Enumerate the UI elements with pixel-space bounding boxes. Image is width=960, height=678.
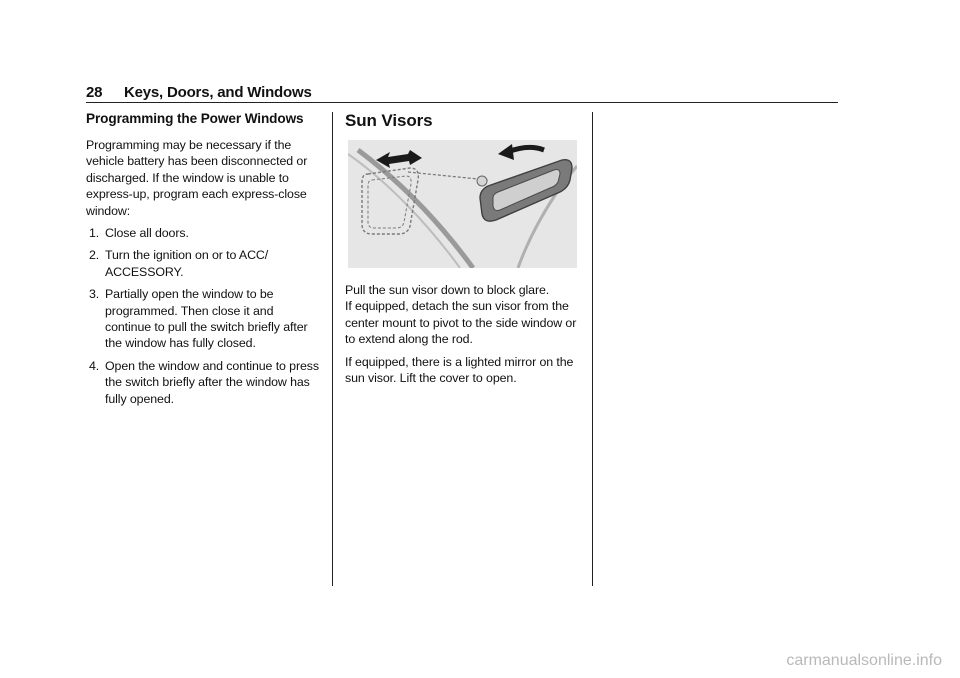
sun-visor-illustration: [348, 140, 577, 268]
chapter-title: Keys, Doors, and Windows: [124, 84, 312, 101]
step-number: 2.: [89, 248, 100, 263]
sun-visor-drawing: [348, 140, 577, 268]
sun-visor-paragraph-2: If equipped, there is a lighted mirror on the sun visor. Lift the cover to open.: [345, 354, 574, 386]
section-heading-sun-visors: Sun Visors: [345, 111, 433, 130]
step-text: Open the window and continue to press the switch briefly after the window has fully opened.: [105, 358, 319, 406]
step-text: Turn the ignition on or to ACC/ ACCESSORY.: [105, 248, 269, 279]
step-item: [89, 225, 322, 241]
page-number: 28: [86, 84, 103, 101]
step-item: [89, 247, 322, 280]
step-number: 1.: [89, 226, 100, 241]
page-header: [86, 84, 838, 101]
column-sun-visors: [345, 111, 577, 392]
intro-paragraph: Programming may be necessary if the vehicle battery has been disconnected or discharged. If the window is unable to express-up, program each express-close window:: [86, 138, 308, 218]
column-divider-right: [592, 112, 593, 586]
sun-visor-paragraph-1b: If equipped, detach the sun visor from the center mount to pivot to the side window or to extend along the rod.: [345, 299, 577, 347]
step-item: [89, 358, 322, 407]
column-divider-left: [332, 112, 333, 586]
section-heading-programming: Programming the Power Windows: [86, 111, 304, 126]
step-text: Close all doors.: [105, 226, 189, 241]
step-number: 3.: [89, 287, 100, 302]
sun-visor-paragraph-1a: Pull the sun visor down to block glare.: [345, 283, 550, 297]
column-power-windows: [86, 111, 322, 413]
watermark-text: carmanualsonline.info: [786, 652, 942, 669]
step-text: Partially open the window to be programmed. Then close it and continue to pull the switch briefly after the window has fully closed.: [105, 287, 308, 351]
programming-steps-list: [86, 225, 322, 407]
header-rule: [86, 102, 838, 103]
step-number: 4.: [89, 358, 100, 373]
step-item: [89, 286, 322, 352]
